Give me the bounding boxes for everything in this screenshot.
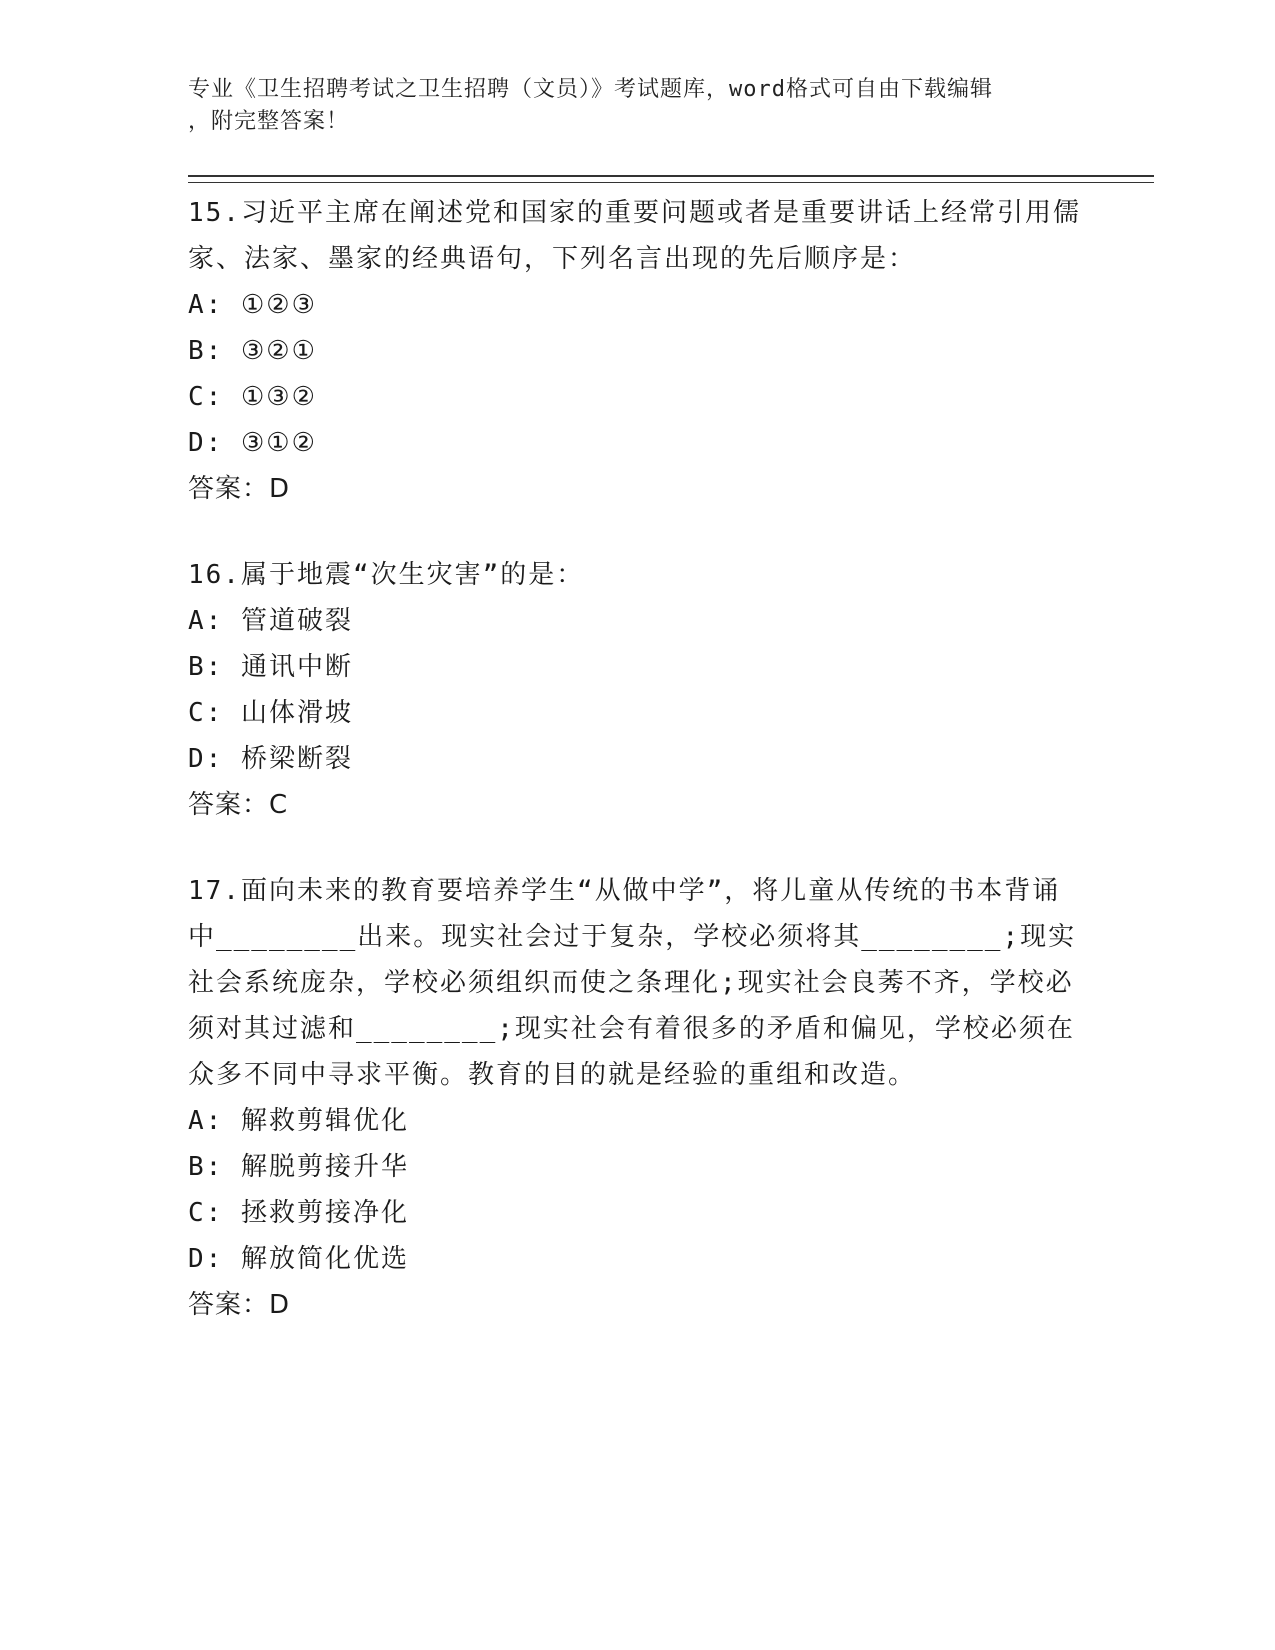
option-d: D: 解放简化优选 [188, 1244, 409, 1274]
question-list [188, 190, 1088, 1368]
option-a: A: ①②③ [188, 290, 317, 320]
answer: 答案：D [188, 1290, 291, 1320]
answer: 答案：D [188, 474, 291, 504]
question-16 [188, 552, 1088, 828]
option-d: D: 桥梁断裂 [188, 744, 353, 774]
option-b: B: 通讯中断 [188, 652, 353, 682]
question-15 [188, 190, 1088, 512]
question-stem: 17.面向未来的教育要培养学生“从做中学”，将儿童从传统的书本背诵中________出来。现实社会过于复杂，学校必须将其________;现实社会系统庞杂，学校必须组织而使之条理化;现实社会良莠不齐，学校必须对其过滤和________;现实社会有着很多的矛盾和偏见，学校必须在众多不同中寻求平衡。教育的目的就是经验的重组和改造。 [188, 876, 1077, 1090]
header-divider-thin [188, 182, 1154, 183]
question-stem: 16.属于地震“次生灾害”的是： [188, 560, 585, 590]
option-b: B: 解脱剪接升华 [188, 1152, 409, 1182]
option-d: D: ③①② [188, 428, 317, 458]
option-c: C: ①③② [188, 382, 317, 412]
option-c: C: 拯救剪接净化 [188, 1198, 409, 1228]
answer: 答案：C [188, 790, 289, 820]
question-17 [188, 868, 1088, 1328]
option-a: A: 管道破裂 [188, 606, 353, 636]
header-divider-thick [188, 175, 1154, 177]
option-b: B: ③②① [188, 336, 317, 366]
question-stem: 15.习近平主席在阐述党和国家的重要问题或者是重要讲话上经常引用儒家、法家、墨家的经典语句，下列名言出现的先后顺序是： [188, 198, 1081, 274]
option-a: A: 解救剪辑优化 [188, 1106, 409, 1136]
header-line-1: 专业《卫生招聘考试之卫生招聘（文员）》考试题库，word格式可自由下载编辑 [188, 77, 993, 102]
option-c: C: 山体滑坡 [188, 698, 353, 728]
header-line-2: ，附完整答案！ [188, 109, 350, 134]
document-header [188, 74, 1088, 138]
